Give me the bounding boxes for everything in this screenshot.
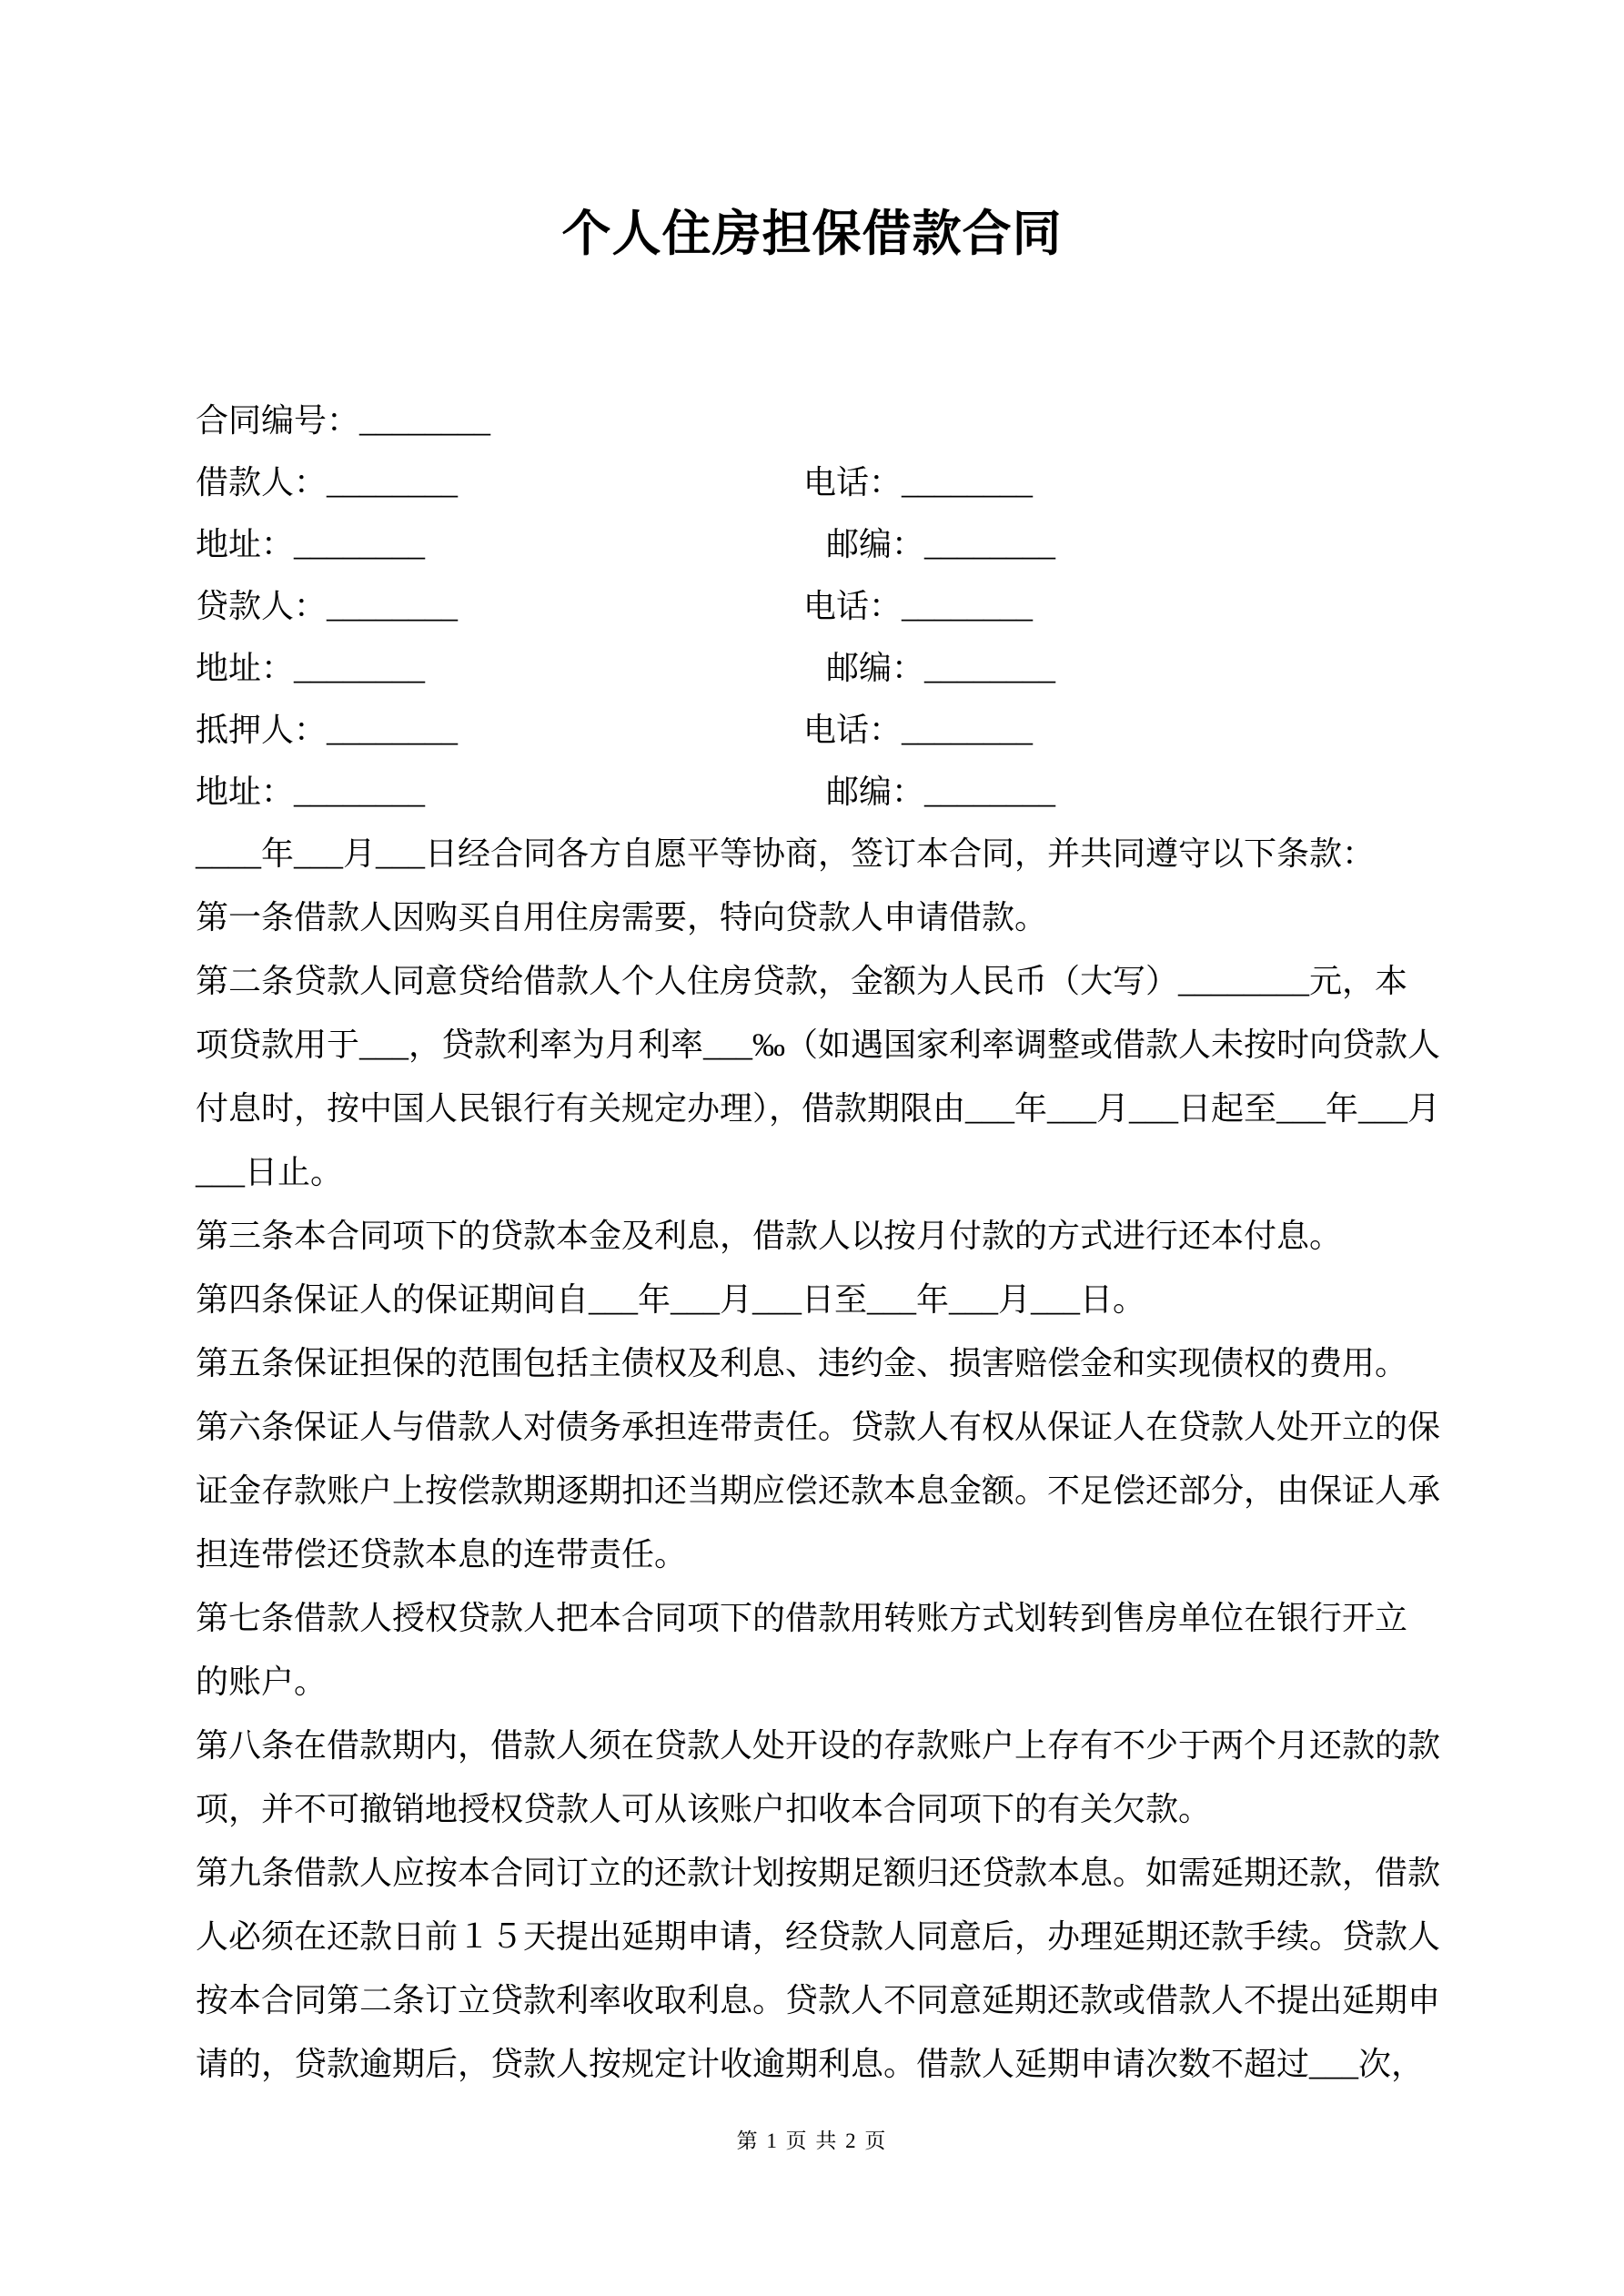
right-field xyxy=(803,451,1033,513)
left-field-blank: ________ xyxy=(294,526,426,562)
contract-clause-line: 担连带偿还贷款本息的连带责任。 xyxy=(196,1536,688,1573)
contract-clause-line: ___日止。 xyxy=(196,1154,344,1190)
left-field-blank: ________ xyxy=(327,712,459,748)
left-field xyxy=(196,526,425,562)
left-field-label: 地址： xyxy=(196,774,295,810)
contract-clause-line: 请的，贷款逾期后，贷款人按规定计收逾期利息。借款人延期申请次数不超过___次， xyxy=(196,2046,1425,2082)
form-row xyxy=(196,699,1469,761)
page-number-text: 第 1 页 共 2 页 xyxy=(736,2129,888,2152)
right-field-blank: ________ xyxy=(902,712,1034,748)
right-field-label: 邮编： xyxy=(826,774,925,810)
contract-clause-line: 第七条借款人授权贷款人把本合同项下的借款用转账方式划转到售房单位在银行开立 xyxy=(196,1600,1408,1636)
right-field xyxy=(803,575,1033,637)
contract-clause-line: 第八条在借款期内，借款人须在贷款人处开设的存款账户上存有不少于两个月还款的款 xyxy=(196,1727,1441,1764)
form-row xyxy=(196,513,1469,575)
right-field xyxy=(803,699,1033,761)
left-field-label: 抵押人： xyxy=(196,712,328,748)
contract-header-fields xyxy=(196,389,1469,823)
party-contact-rows xyxy=(196,451,1469,823)
left-field-label: 借款人： xyxy=(196,464,328,501)
contract-clause-line: 第四条保证人的保证期间自___年___月___日至___年___月___日。 xyxy=(196,1281,1146,1318)
left-field xyxy=(196,650,425,686)
right-field-label: 邮编： xyxy=(826,526,925,562)
contract-number-label: 合同编号： xyxy=(196,402,360,439)
contract-clause-line: 第九条借款人应按本合同订立的还款计划按期足额归还贷款本息。如需延期还款，借款 xyxy=(196,1855,1441,1891)
left-field xyxy=(196,464,458,501)
left-field xyxy=(196,712,458,748)
right-field-label: 邮编： xyxy=(826,650,925,686)
page-number-footer xyxy=(0,2129,1624,2153)
right-field-label: 电话： xyxy=(803,588,903,624)
contract-clause-line: 第六条保证人与借款人对债务承担连带责任。贷款人有权从保证人在贷款人处开立的保 xyxy=(196,1409,1441,1445)
contract-clause-line: 按本合同第二条订立贷款利率收取利息。贷款人不同意延期还款或借款人不提出延期申 xyxy=(196,1982,1441,2018)
left-field-blank: ________ xyxy=(327,464,459,501)
left-field-label: 地址： xyxy=(196,650,295,686)
contract-clause-line: 第三条本合同项下的贷款本金及利息，借款人以按月付款的方式进行还本付息。 xyxy=(196,1218,1343,1254)
left-field-blank: ________ xyxy=(327,588,459,624)
contract-clause-line: 人必须在还款日前１５天提出延期申请，经贷款人同意后，办理延期还款手续。贷款人 xyxy=(196,1918,1441,1955)
left-field xyxy=(196,588,458,624)
form-row xyxy=(196,637,1469,699)
form-row xyxy=(196,451,1469,513)
form-row-contract-number xyxy=(196,389,1469,451)
right-field-blank: ________ xyxy=(924,774,1056,810)
right-field xyxy=(826,637,1055,699)
left-field-label: 地址： xyxy=(196,526,295,562)
right-field-blank: ________ xyxy=(902,464,1034,501)
contract-clause-line: 付息时，按中国人民银行有关规定办理），借款期限由___年___月___日起至___年___月 xyxy=(196,1090,1441,1127)
contract-clause-line: 项，并不可撤销地授权贷款人可从该账户扣收本合同项下的有关欠款。 xyxy=(196,1791,1212,1827)
left-field-blank: ________ xyxy=(294,774,426,810)
right-field-label: 电话： xyxy=(803,464,903,501)
contract-clause-line: 第五条保证担保的范围包括主债权及利息、违约金、损害赔偿金和实现债权的费用。 xyxy=(196,1345,1408,1381)
contract-clause-line: ____年___月___日经合同各方自愿平等协商，签订本合同，并共同遵守以下条款： xyxy=(196,835,1376,872)
left-field-label: 贷款人： xyxy=(196,588,328,624)
contract-clause-line: 项贷款用于___，贷款利率为月利率___‰（如遇国家利率调整或借款人未按时向贷款人 xyxy=(196,1027,1441,1063)
left-field xyxy=(196,774,425,810)
right-field-label: 电话： xyxy=(803,712,903,748)
right-field-blank: ________ xyxy=(924,650,1056,686)
contract-clause-line: 第一条借款人因购买自用住房需要，特向贷款人申请借款。 xyxy=(196,899,1048,936)
right-field xyxy=(826,513,1055,575)
contract-clause-line: 证金存款账户上按偿款期逐期扣还当期应偿还款本息金额。不足偿还部分，由保证人承 xyxy=(196,1472,1441,1509)
right-field-blank: ________ xyxy=(902,588,1034,624)
contract-clause-line: 第二条贷款人同意贷给借款人个人住房贷款，金额为人民币（大写）________元，本 xyxy=(196,963,1408,999)
form-row xyxy=(196,761,1469,823)
left-field-blank: ________ xyxy=(294,650,426,686)
contract-number-field xyxy=(196,402,490,439)
contract-number-blank: ________ xyxy=(359,402,491,439)
contract-body xyxy=(196,822,1469,2096)
contract-clause-line: 的账户。 xyxy=(196,1664,328,1700)
form-row xyxy=(196,575,1469,637)
document-title: 个人住房担保借款合同 xyxy=(561,207,1063,261)
right-field-blank: ________ xyxy=(924,526,1056,562)
right-field xyxy=(826,761,1055,823)
